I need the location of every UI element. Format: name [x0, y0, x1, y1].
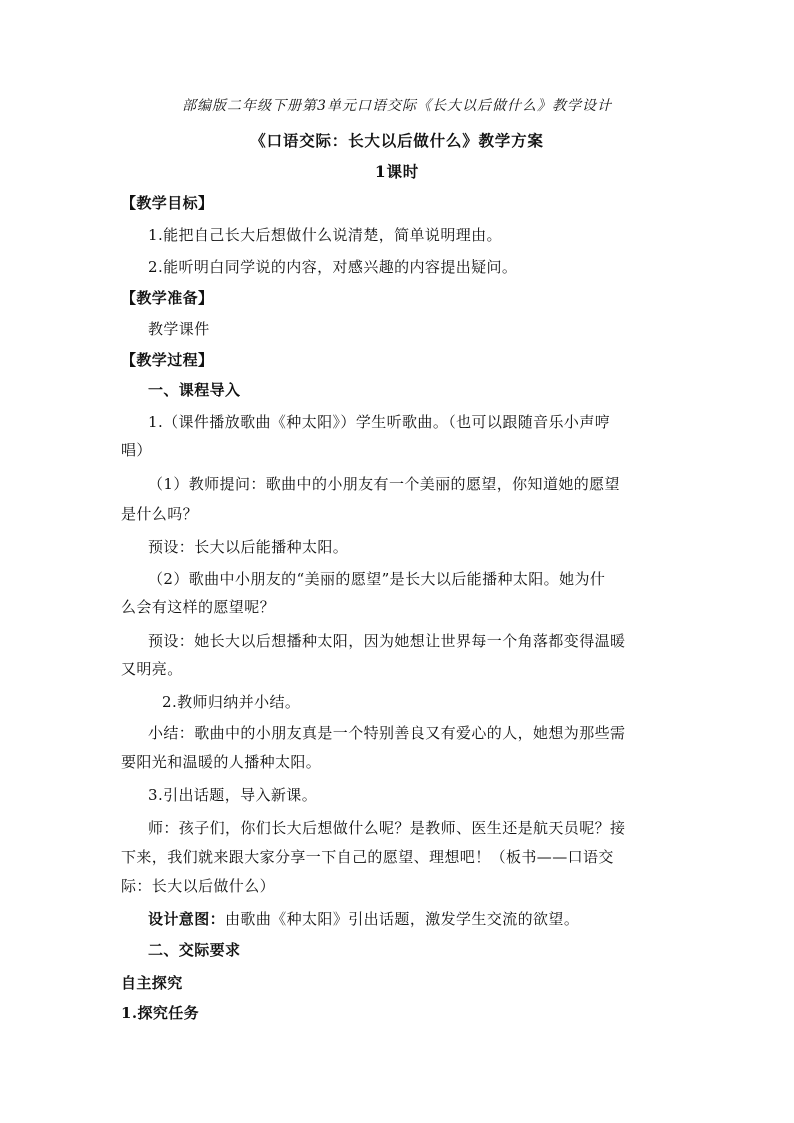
- paragraph-line: 是什么吗？: [121, 505, 199, 523]
- paragraph-line: 么会有这样的愿望呢？: [121, 598, 276, 616]
- paragraph-line: 1.（课件播放歌曲《种太阳》）学生听歌曲。（也可以跟随音乐小声哼: [148, 413, 611, 431]
- section-heading-process: 【教学过程】: [121, 351, 214, 369]
- paragraph-line: 际：长大以后做什么）: [121, 877, 276, 895]
- paragraph-line: 小结：歌曲中的小朋友真是一个特别善良又有爱心的人，她想为那些需: [148, 724, 626, 742]
- design-intent-text: 由歌曲《种太阳》引出话题，激发学生交流的欲望。: [225, 910, 580, 928]
- task-heading: 1.探究任务: [121, 1004, 200, 1022]
- paragraph-line: 唱）: [121, 441, 152, 459]
- goal-item: 1.能把自己长大后想做什么说清楚，简单说明理由。: [148, 226, 502, 244]
- paragraph-line: 3.引出话题，导入新课。: [148, 786, 318, 804]
- document-title: 《口语交际：长大以后做什么》教学方案: [250, 131, 544, 150]
- paragraph-line: 师：孩子们，你们长大后想做什么呢？是教师、医生还是航天员呢？接: [148, 819, 626, 837]
- paragraph-line: （2）歌曲中小朋友的“美丽的愿望”是长大以后能播种太阳。她为什: [148, 570, 606, 588]
- document-header: 部编版二年级下册第3单元口语交际《长大以后做什么》教学设计: [182, 98, 612, 114]
- design-intent: [148, 909, 579, 929]
- sub-heading-explore: 自主探究: [121, 974, 183, 992]
- section-heading-prep: 【教学准备】: [121, 289, 214, 307]
- design-intent-label: 设计意图：: [148, 910, 226, 928]
- prep-item: 教学课件: [148, 320, 210, 338]
- paragraph-line: 预设：长大以后能播种太阳。: [148, 538, 349, 556]
- paragraph-line: （1）教师提问：歌曲中的小朋友有一个美丽的愿望，你知道她的愿望: [148, 475, 620, 493]
- paragraph-line: 要阳光和温暖的人播种太阳。: [121, 753, 322, 771]
- section-heading-goals: 【教学目标】: [121, 194, 214, 212]
- paragraph-line: 预设：她长大以后想播种太阳，因为她想让世界每一个角落都变得温暖: [148, 632, 626, 650]
- paragraph-line: 下来，我们就来跟大家分享一下自己的愿望、理想吧！（板书——口语交: [121, 848, 614, 866]
- part-heading-intro: 一、课程导入: [148, 381, 241, 399]
- goal-item: 2.能听明白同学说的内容，对感兴趣的内容提出疑问。: [148, 258, 518, 276]
- paragraph-line: 又明亮。: [121, 660, 183, 678]
- part-heading-requirements: 二、交际要求: [148, 941, 241, 959]
- paragraph-line: 2.教师归纳并小结。: [162, 693, 301, 711]
- lesson-period: 1课时: [374, 162, 420, 181]
